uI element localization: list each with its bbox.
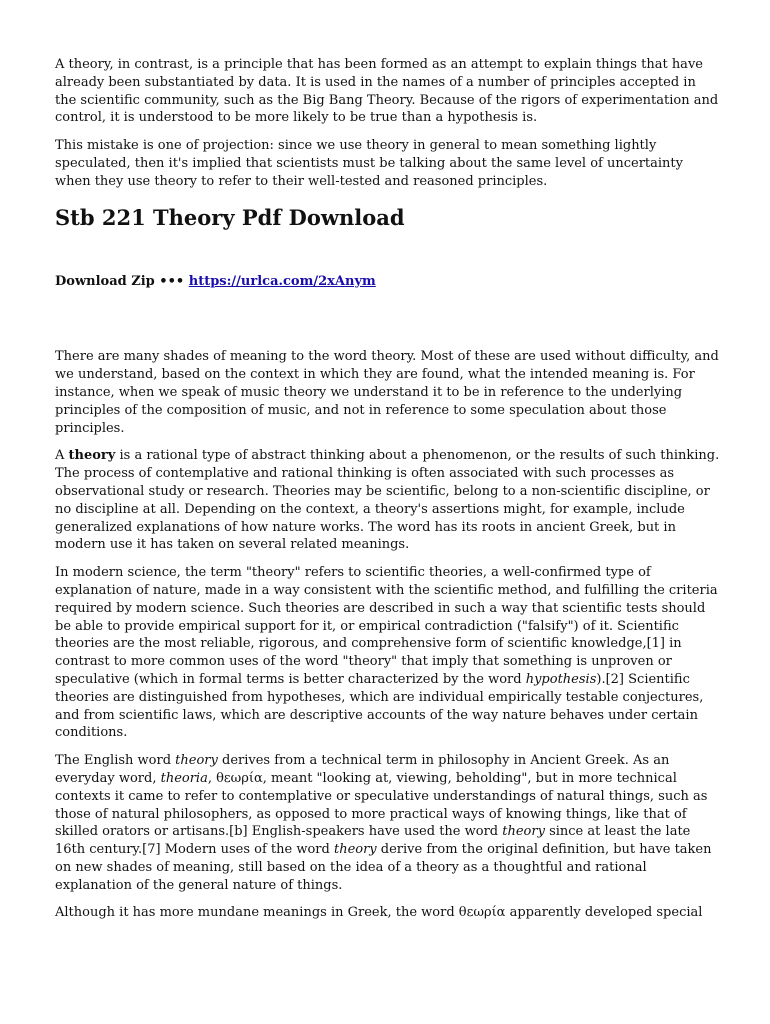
document-content bbox=[55, 56, 720, 932]
download-label: Download Zip ••• bbox=[55, 273, 185, 289]
italic-term: hypothesis bbox=[525, 671, 597, 687]
text-run: , θεωρία, meant "looking at, viewing, beholding", but in more technical contexts it came to refer to contemplative or speculative understandings of natural things, such as those of natural philosophers, as opposed to more practical ways of knowing things, like that of skilled orators or artisans.[b] English-speakers have used the word bbox=[55, 770, 708, 840]
body-paragraph-etymology bbox=[55, 752, 720, 894]
text-run: A bbox=[55, 448, 69, 464]
intro-paragraph-1: A theory, in contrast, is a principle that has been formed as an attempt to explain things that have already been substantiated by data. It is used in the names of a number of principles accepted in the scientific community, such as the Big Bang Theory. Because of the rigors of experimentation and control, it is understood to be more likely to be true than a hypothesis is. bbox=[55, 57, 719, 126]
italic-term: theory bbox=[333, 842, 377, 858]
text-run: derive from the original definition, but have taken on new shades of meaning, still based on the idea of a theory as a thoughtful and rational explanation of the general nature of things. bbox=[55, 842, 712, 893]
intro-paragraph-2: This mistake is one of projection: since we use theory in general to mean something lightly speculated, then it's implied that scientists must be talking about the same level of uncertainty when they use theory to refer to their well-tested and reasoned principles. bbox=[55, 138, 683, 189]
italic-term: theory bbox=[175, 753, 218, 769]
spacer bbox=[55, 290, 720, 348]
download-link[interactable]: https://urlca.com/2xAnym bbox=[188, 273, 376, 289]
body-paragraph-modern-science bbox=[55, 564, 720, 742]
bold-term: theory bbox=[68, 448, 116, 464]
page-title: Stb 221 Theory Pdf Download bbox=[55, 204, 405, 230]
text-run: is a rational type of abstract thinking about a phenomenon, or the results of such thinking. The process of contemplative and rational thinking is often associated with such processes as observational study or research. Theories may be scientific, belong to a non-scientific discipline, or no discipline at all. Depending on the context, a theory's assertions might, for example, include generalized explanations of how nature works. The word has its roots in ancient Greek, but in modern use it has taken on several related meanings. bbox=[55, 448, 720, 553]
italic-term: theory bbox=[502, 824, 545, 840]
text-run: ).[2] Scientific theories are distinguished from hypotheses, which are individual empirically testable conjectures, and from scientific laws, which are descriptive accounts of the way nature behaves under certain conditions. bbox=[55, 671, 704, 741]
body-paragraph-greek-meaning: Although it has more mundane meanings in Greek, the word θεωρία apparently developed special bbox=[55, 905, 703, 921]
text-run: since at least the late 16th century.[7] Modern uses of the word bbox=[55, 824, 691, 858]
italic-term: theoria bbox=[160, 770, 208, 786]
body-paragraph-theory-definition bbox=[55, 447, 720, 554]
body-paragraph-shades: There are many shades of meaning to the word theory. Most of these are used without difficulty, and we understand, based on the context in which they are found, what the intended meaning is. For instance, when we speak of music theory we understand it to be in reference to the underlying principles of the composition of music, and not in reference to some speculation about those principles. bbox=[55, 349, 719, 436]
text-run: The English word bbox=[55, 753, 176, 769]
download-line bbox=[55, 273, 720, 291]
text-run: derives from a technical term in philosophy in Ancient Greek. As an everyday word, bbox=[55, 753, 670, 786]
text-run: In modern science, the term "theory" refers to scientific theories, a well-confirmed type of explanation of nature, made in a way consistent with the scientific method, and fulfilling the criteria required by modern science. Such theories are described in such a way that scientific tests should be able to provide empirical support for it, or empirical contradiction ("falsify") of it. Scientific theories are the most reliable, rigorous, and comprehensive form of scientific knowledge,[1] in contrast to more common uses of the word "theory" that imply that something is unproven or speculative (which in formal terms is better characterized by the word bbox=[55, 565, 718, 687]
